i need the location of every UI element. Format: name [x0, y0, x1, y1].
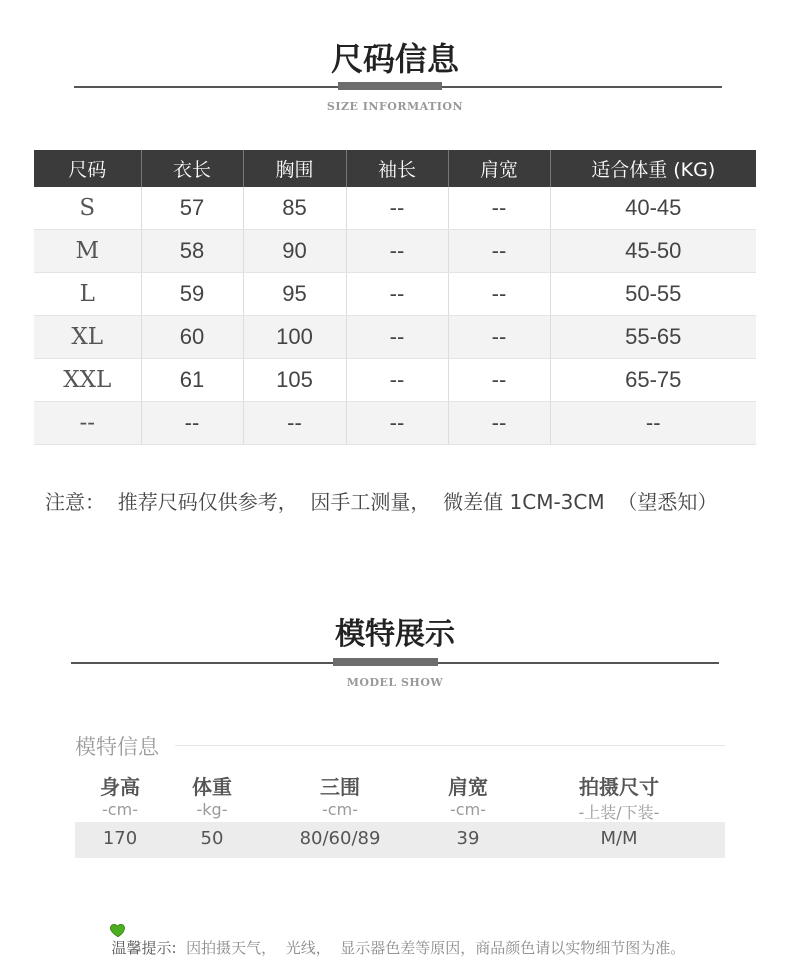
cell-size: S [34, 187, 141, 230]
model-header-measurements: 三围 [320, 775, 360, 799]
cell-size: XXL [34, 359, 141, 402]
cell-sleeve: -- [346, 187, 448, 230]
model-unit-measurements: -cm- [322, 800, 358, 819]
cell-weight: 65-75 [550, 359, 756, 402]
header-length: 衣长 [141, 150, 243, 187]
heart-icon [90, 903, 108, 921]
header-weight: 适合体重 (KG) [550, 150, 756, 187]
model-value-shooting-size: M/M [600, 828, 638, 849]
model-header-shoulder: 肩宽 [448, 775, 488, 799]
model-header-height: 身高 [100, 775, 140, 799]
size-note: 注意： 推荐尺码仅供参考， 因手工测量， 微差值 1CM-3CM （望悉知） [45, 490, 718, 514]
model-info-divider [175, 745, 725, 746]
table-row [34, 273, 756, 316]
cell-weight: 50-55 [550, 273, 756, 316]
model-section-title: 模特展示 [335, 617, 455, 652]
size-section-subtitle: SIZE INFORMATION [326, 100, 464, 113]
table-row [34, 359, 756, 402]
size-table-header-row [34, 150, 756, 187]
cell-bust: -- [243, 402, 346, 445]
model-value-measurements: 80/60/89 [299, 828, 381, 849]
size-section-accent-bar [338, 82, 442, 90]
cell-bust: 85 [243, 187, 346, 230]
model-header-weight: 体重 [192, 775, 232, 799]
table-row [34, 402, 756, 445]
table-row [34, 230, 756, 273]
cell-length: 58 [141, 230, 243, 273]
cell-length: 57 [141, 187, 243, 230]
cell-sleeve: -- [346, 402, 448, 445]
model-info-label: 模特信息 [75, 735, 159, 759]
cell-shoulder: -- [448, 273, 550, 316]
table-row [34, 187, 756, 230]
cell-weight: 55-65 [550, 316, 756, 359]
cell-bust: 95 [243, 273, 346, 316]
size-section-title: 尺码信息 [330, 40, 459, 78]
cell-weight: 45-50 [550, 230, 756, 273]
cell-shoulder: -- [448, 316, 550, 359]
model-unit-shooting-size: -上装/下装- [578, 803, 660, 822]
model-header-shooting-size: 拍摄尺寸 [579, 775, 659, 799]
cell-size: XL [34, 316, 141, 359]
cell-weight: -- [550, 402, 756, 445]
cell-size: -- [34, 402, 141, 445]
model-unit-weight: -kg- [196, 800, 228, 819]
model-section-subtitle: MODEL SHOW [346, 676, 444, 689]
cell-sleeve: -- [346, 273, 448, 316]
cell-shoulder: -- [448, 187, 550, 230]
model-value-height: 170 [102, 828, 138, 849]
cell-sleeve: -- [346, 316, 448, 359]
model-value-weight: 50 [200, 828, 224, 849]
tip-text: 因拍摄天气， 光线， 显示器色差等原因，商品颜色请以实物细节图为准。 [186, 939, 686, 957]
header-size: 尺码 [34, 150, 141, 187]
cell-shoulder: -- [448, 359, 550, 402]
cell-bust: 90 [243, 230, 346, 273]
model-value-shoulder: 39 [456, 828, 480, 849]
tip-line [80, 885, 685, 958]
cell-sleeve: -- [346, 359, 448, 402]
model-section-accent-bar [333, 658, 438, 666]
model-unit-height: -cm- [102, 800, 138, 819]
cell-weight: 40-45 [550, 187, 756, 230]
table-row [34, 316, 756, 359]
cell-shoulder: -- [448, 402, 550, 445]
cell-length: -- [141, 402, 243, 445]
cell-shoulder: -- [448, 230, 550, 273]
cell-size: L [34, 273, 141, 316]
cell-length: 60 [141, 316, 243, 359]
header-sleeve: 袖长 [346, 150, 448, 187]
cell-sleeve: -- [346, 230, 448, 273]
cell-bust: 105 [243, 359, 346, 402]
cell-bust: 100 [243, 316, 346, 359]
model-unit-shoulder: -cm- [450, 800, 486, 819]
size-table [34, 150, 756, 445]
tip-label: 温馨提示: [111, 939, 177, 957]
header-shoulder: 肩宽 [448, 150, 550, 187]
cell-length: 61 [141, 359, 243, 402]
cell-length: 59 [141, 273, 243, 316]
cell-size: M [34, 230, 141, 273]
header-bust: 胸围 [243, 150, 346, 187]
